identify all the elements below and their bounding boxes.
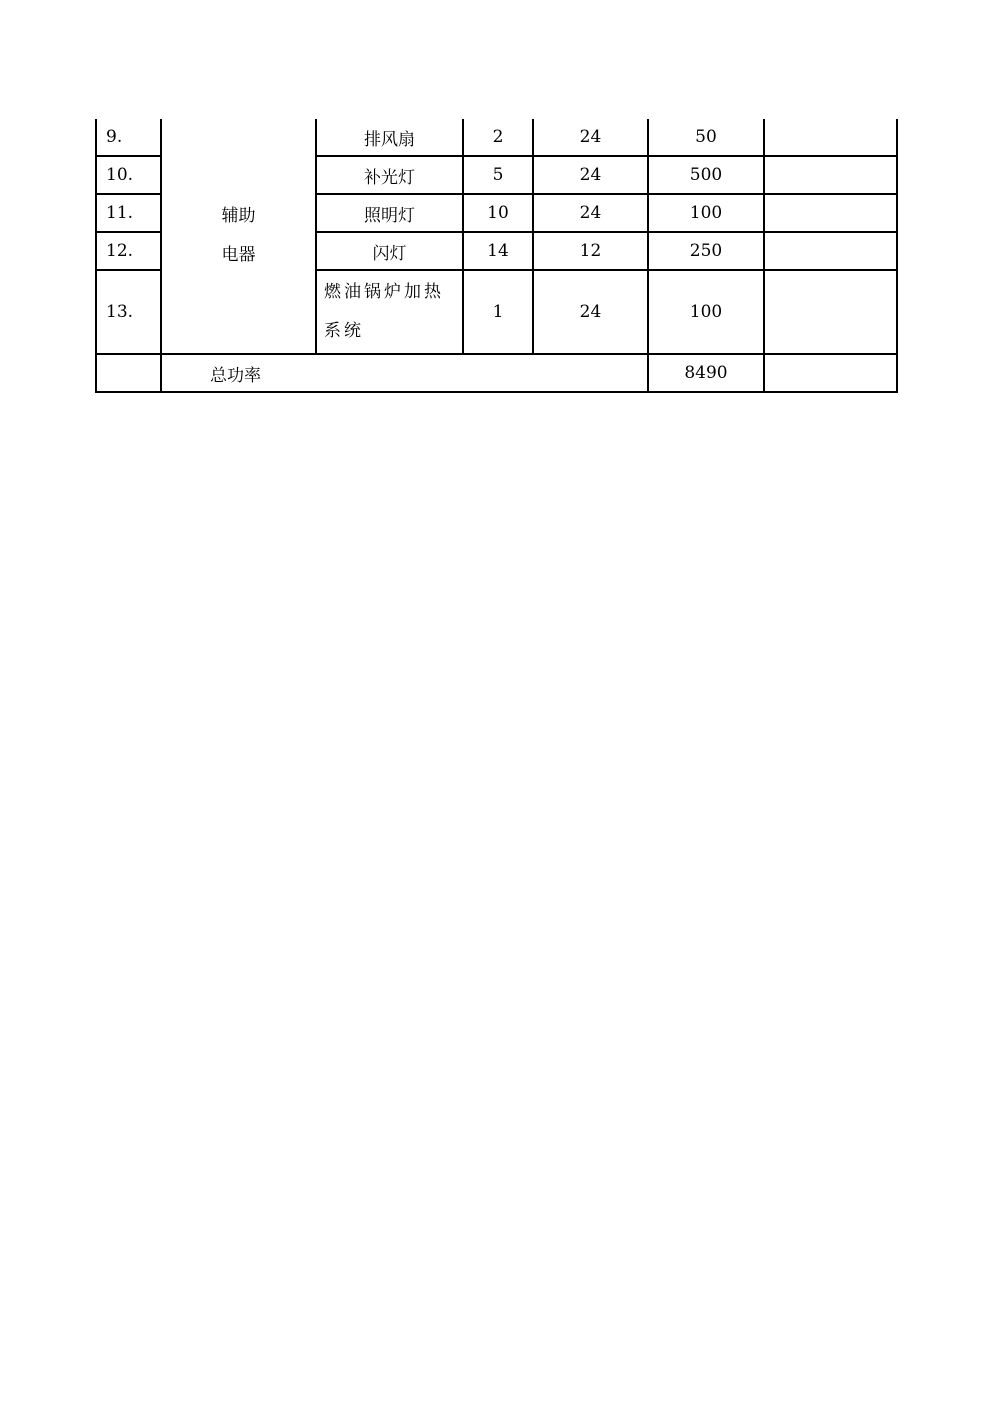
total-label: 总功率 — [161, 354, 648, 392]
equipment-name: 闪灯 — [316, 232, 463, 270]
total-value: 8490 — [648, 354, 764, 392]
power: 500 — [648, 156, 764, 194]
category-cell — [161, 119, 316, 354]
total-index — [96, 354, 161, 392]
equipment-name: 排风扇 — [316, 119, 463, 156]
hours: 24 — [533, 119, 648, 156]
category-line-1: 辅助 — [221, 206, 256, 226]
hours: 24 — [533, 156, 648, 194]
quantity: 10 — [463, 194, 533, 232]
hours: 24 — [533, 194, 648, 232]
equipment-name: 照明灯 — [316, 194, 463, 232]
row-index: 11. — [96, 194, 161, 232]
note — [764, 232, 897, 270]
quantity: 1 — [463, 270, 533, 354]
power: 100 — [648, 270, 764, 354]
row-index: 13. — [96, 270, 161, 354]
equipment-name: 燃油锅炉加热系统 — [316, 270, 463, 354]
row-index: 10. — [96, 156, 161, 194]
row-index: 12. — [96, 232, 161, 270]
power: 50 — [648, 119, 764, 156]
quantity: 14 — [463, 232, 533, 270]
power: 250 — [648, 232, 764, 270]
quantity: 2 — [463, 119, 533, 156]
equipment-name: 补光灯 — [316, 156, 463, 194]
table-row — [96, 119, 897, 156]
quantity: 5 — [463, 156, 533, 194]
hours: 24 — [533, 270, 648, 354]
note — [764, 119, 897, 156]
power: 100 — [648, 194, 764, 232]
total-row — [96, 354, 897, 392]
total-note — [764, 354, 897, 392]
power-table — [95, 119, 898, 393]
note — [764, 156, 897, 194]
row-index: 9. — [96, 119, 161, 156]
note — [764, 194, 897, 232]
note — [764, 270, 897, 354]
hours: 12 — [533, 232, 648, 270]
category-line-2: 电器 — [221, 245, 256, 265]
